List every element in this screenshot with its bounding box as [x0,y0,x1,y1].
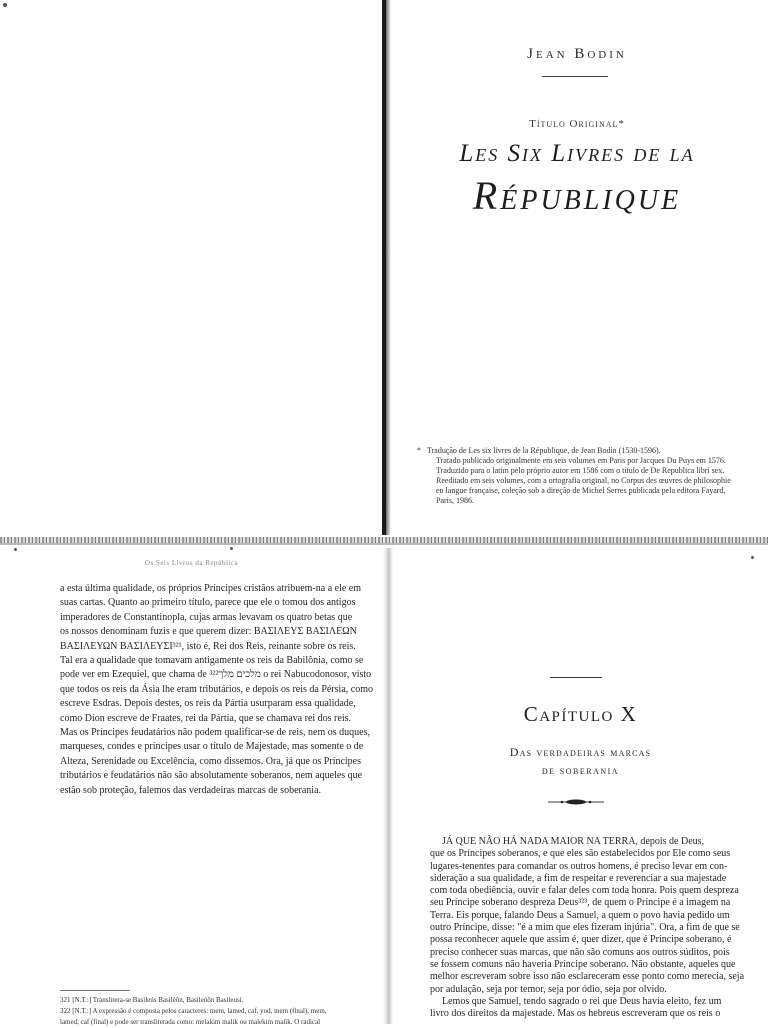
body-line: que os Príncipes soberanos, e que eles são estabelecidos por Ele como seus [430,848,731,860]
body-line: como Díon escreve de Fraates, rei da Pártia, que se chamava rei dos reis. [60,712,351,724]
footnote-line: Traduzido para o latim pelo próprio autor em 1586 com o título de De Republica libri sex. [436,466,725,475]
body-line: tributários e feudatários não são absolutamente soberanos, nem aqueles que [60,770,363,782]
scan-speck [230,547,233,550]
chapter-title: Capítulo X [523,702,638,726]
body-line: Tal era a qualidade que tomavam antigamente os reis da Babilônia, como se [60,655,364,667]
footnote-line: Tratado publicado originalmente em seis volumes em Paris por Jacques Du Puys em 1576. [436,456,726,465]
footnote-line: Reeditado em seis volumes, com a ortografia original, no Corpus des œuvres de philosophie [436,476,731,485]
body-line: Mas os Príncipes feudatários não podem qualificar-se de reis, nem os duques, [60,727,370,739]
body-line: Alteza, Serenidade ou Excelência, como dissemos. Ora, já que os Príncipes [60,755,362,767]
body-line: com toda obediência, ouvir e falar deles com toda honra. Pois quem despreza [430,885,739,897]
footnote-line: 321 [N.T.:] Translitera-se Basileús Basiléōn, Basileúōn Basileusí. [60,996,244,1004]
scan-speck [751,556,754,559]
bottom-gutter-shadow [383,548,393,1024]
body-line: marqueses, condes e príncipes usar o título de Majestade, mas somente o de [60,741,364,753]
footnote-line: 322 [N.T.:] A expressão é composta pelos caracteres: mem, lamed, caf, yod, mem (final), mem, [60,1007,327,1015]
body-line: por adulação, seja por temor, seja por ódio, seja por olvido. [430,983,667,995]
body-line: imperadores de Constantinopla, cujas armas levavam os quatro betas que [60,611,353,623]
left-footnotes [60,995,376,1028]
running-head: Os Seis Livros da República [144,559,239,567]
title-page-footnote [417,446,743,506]
scan-speck [14,548,17,551]
body-line: lugares-tenentes para comandar os outros homens, é preciso levar em con- [430,860,728,872]
body-line: sideração a sua qualidade, a fim de respeitar e reverenciar a sua majestade [430,872,727,884]
body-line: seu Príncipe soberano despreza Deus³²³, de quem o Príncipe é a imagem na [430,897,731,909]
scan-separator-line [0,543,768,545]
footnote-asterisk: * [417,446,421,455]
ornament-divider [548,798,604,806]
body-line: outro Príncipe, disse: "é a mim que eles fizeram injúria". Ora, a fim de que se [430,922,740,934]
book-title-line1: Les Six Livres de la [459,140,695,167]
body-line: JÁ QUE NÃO HÁ NADA MAIOR NA TERRA, depois de Deus, [442,836,705,847]
body-line: suas cartas. Quanto ao primeiro título, parece que ele o tomou dos antigos [60,597,356,609]
footnote-line: lamed, caf (final) e pode ser transliterada como: melakim malik ou malekim malik. O radical [60,1018,321,1026]
author-name: Jean Bodin [527,46,627,62]
body-line: Terra. Eis porque, falando Deus a Samuel, a quem o povo havia pedido um [430,909,730,921]
footnote-line: Paris, 1986. [436,496,474,505]
book-title-line2: République [472,173,682,218]
chapter-subtitle-line2: de soberania [541,765,620,777]
body-line: a esta última qualidade, os próprios Príncipes cristãos atribuem-na a ele em [60,583,362,594]
chapter-subtitle-line1: Das verdadeiras marcas [509,745,652,759]
scan-speck [3,3,7,7]
body-line: livro dos direitos da majestade. Mas os hebreus escreveram que os reis o [430,1008,721,1020]
spine-gradient [386,0,391,535]
body-line: Lemos que Samuel, tendo sagrado o rei que Deus havia eleito, fez um [442,995,722,1007]
left-body-text [60,582,376,798]
body-line: pode ver em Ezequiel, que chama de מלכים מלך³²² o rei Nabucodonosor, visto [60,669,372,681]
footnote-line: Tradução de Les six livres de la République, de Jean Bodin (1530-1596). [427,446,661,455]
body-line: escreve Esdras. Depois destes, os reis da Pártia usurparam essa qualidade, [60,698,356,710]
body-line: se fossem comuns não haveria Príncipe soberano. Não obstante, aqueles que [430,958,736,970]
original-title-label: Título Original* [529,118,625,130]
body-line: possa reconhecer aquele que assim é, quer dizer, que é Príncipe soberano, é [430,934,732,946]
body-line: que todos os reis da Ásia lhe eram tributários, e depois os reis da Pérsia, como [60,683,373,695]
body-line: preciso conhecer suas marcas, que não são comuns aos outros súditos, pois [430,946,730,958]
body-line: melhor escreveram sobre isso não esclareceram esse ponto como merecia, seja [430,971,745,983]
footnote-rule [60,990,130,991]
footnote-line: en langue française, coleção sob a direção de Michel Serres publicada pela editora Fayard, [436,486,726,495]
body-line: ΒΑΣΙΛΕΥΩΝ ΒΑΣΙΛΕΥΣΙ³²¹, isto é, Rei dos Reis, reinante sobre os reis. [60,640,356,652]
body-line: os nossos denominam fuzis e que querem dizer: ΒΑΣΙΛΕΥΣ ΒΑΣΙΛΕΩΝ [60,626,357,638]
right-body-text [430,836,752,1020]
body-line: estão sob proteção, falemos das verdadeiras marcas de soberania. [60,784,322,796]
chapter-top-rule [550,677,602,678]
author-rule [542,76,608,77]
